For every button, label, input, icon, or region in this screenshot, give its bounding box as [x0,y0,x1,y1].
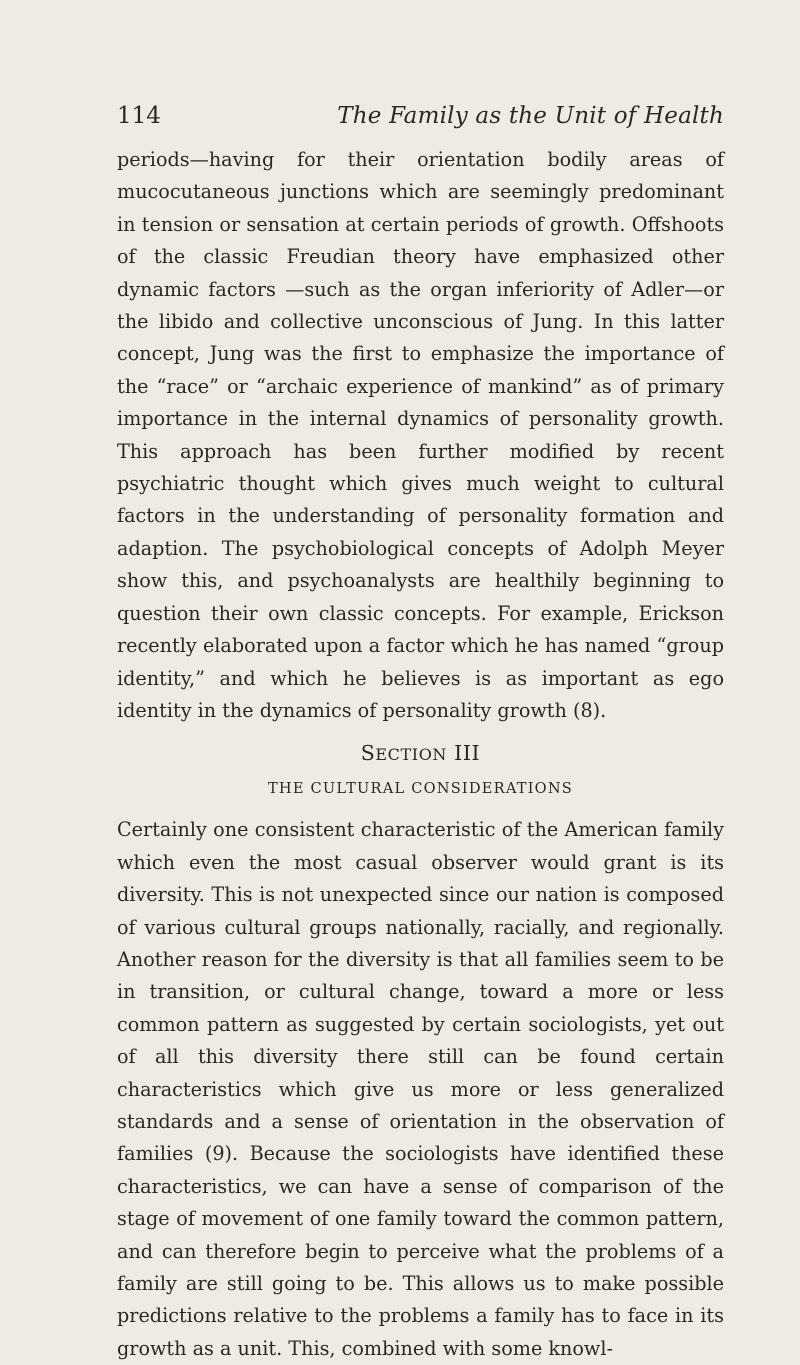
page-number: 114 [117,103,161,129]
section-heading-numeral: III [454,741,481,766]
section-heading-smallcaps: ECTION [375,745,448,765]
running-head [117,98,724,134]
running-title: The Family as the Unit of Health [337,103,724,129]
section-heading [117,736,724,772]
section-subheading: THE CULTURAL CONSIDERATIONS [268,780,573,798]
paragraph-continuation: periods—having for their orientation bodily areas of mucocutaneous junctions which are seemingly predominant in tension or sensation at certain periods of growth. Offshoots of the classic Freudian theory have emphasized other dynamic factors —such as the organ inferiority of Adler—or the libido and collective unconscious of Jung. In this latter concept, Jung was the first to emphasize the importance of the “race” or “archaic experience of mankind” as of primary importance in the internal dynamics of personality growth. This approach has been further modified by recent psychiatric thought which gives much weight to cultural factors in the understanding of personality formation and adaption. The psychobiological concepts of Adolph Meyer show this, and psychoanalysts are healthily beginning to question their own classic concepts. For example, Erickson recently elaborated upon a factor which he has named “group identity,” and which he believes is as important as ego identity in the dynamics of personality growth (8). [117,148,724,722]
section-heading-initial: S [360,741,376,766]
body-text [117,144,724,1365]
paragraph-cultural-considerations: Certainly one consistent characteristic of the American family which even the most casual observer would grant is its diversity. This is not unexpected since our nation is composed of various cultural groups nationally, racially, and regionally. Another reason for the diversity is that all families seem to be in transition, or cultural change, toward a more or less common pattern as suggested by certain sociologists, yet out of all this diversity there still can be found certain characteristics which give us more or less generalized standards and a sense of orientation in the observation of families (9). Because the sociologists have identified these characteristics, we can have a sense of comparison of the stage of movement of one family toward the common pattern, and can therefore begin to perceive what the problems of a family are still going to be. This allows us to make possible predictions relative to the problems a family has to face in its growth as a unit. This, combined with some knowl- [117,818,724,1360]
